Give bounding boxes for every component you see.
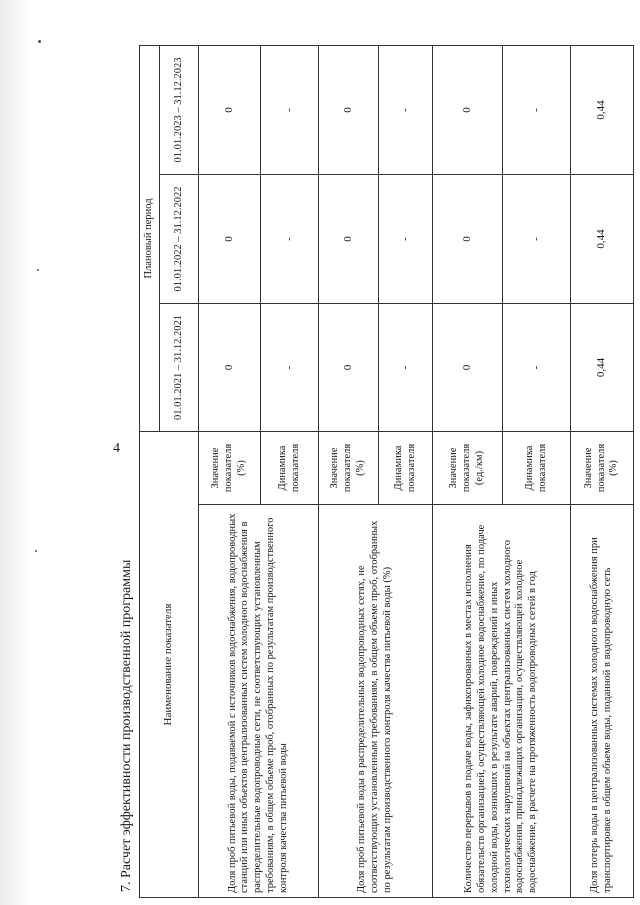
indicator-name: Доля проб питьевой воды в распределительных водопроводных сетях, не соответствующих установленным требованиям, в общем объеме проб, отобранных по результатам производственного контроля качества питьевой воды (%)	[319, 505, 433, 898]
dynamics-cell: -	[261, 174, 319, 303]
value-cell: 0	[433, 45, 503, 174]
value-cell: 0	[199, 174, 261, 303]
period-2021-header: 01.01.2021 – 31.12.2021	[160, 303, 199, 431]
value-cell: 0,44	[571, 45, 634, 174]
dynamics-label: Динамика показателя	[261, 431, 319, 504]
page-number: 4	[113, 441, 120, 456]
period-2023-header: 01.01.2023 – 31.12.2023	[160, 45, 199, 174]
value-cell: 0	[199, 303, 261, 431]
efficiency-table	[139, 45, 634, 898]
table-row	[319, 45, 379, 897]
value-cell: 0	[319, 174, 379, 303]
value-label: Значение показателя (%)	[319, 431, 379, 504]
value-cell: 0,44	[571, 174, 634, 303]
value-cell: 0	[319, 45, 379, 174]
dynamics-cell: -	[503, 303, 571, 431]
table-header-row	[140, 45, 160, 897]
section-title: 7. Расчет эффективности производственной программы	[119, 559, 134, 892]
dynamics-cell: -	[503, 45, 571, 174]
value-cell: 0	[319, 303, 379, 431]
indicator-name: Доля проб питьевой воды, подаваемой с источников водоснабжения, водопроводных станций или иных объектов централизованных систем холодного водоснабжения в распределительные водопроводные сети, не соответствующих установленным требованиям, в общем объеме проб, отобранных по результатам производственного контроля качества питьевой воды	[199, 505, 319, 898]
scan-speck	[37, 269, 39, 271]
value-label: Значение показателя (%)	[199, 431, 261, 504]
table-row	[433, 45, 503, 897]
scan-edge-shadow	[0, 0, 30, 905]
period-2022-header: 01.01.2022 – 31.12.2022	[160, 174, 199, 303]
planned-period-header: Плановый период	[140, 45, 160, 431]
dynamics-cell: -	[379, 174, 433, 303]
value-cell: 0,44	[571, 303, 634, 431]
dynamics-label: Динамика показателя	[503, 431, 571, 504]
scan-speck	[35, 550, 37, 552]
dynamics-cell: -	[503, 174, 571, 303]
dynamics-cell: -	[261, 303, 319, 431]
value-cell: 0	[199, 45, 261, 174]
value-cell: 0	[433, 174, 503, 303]
value-label: Значение показателя (%)	[571, 431, 634, 504]
dynamics-cell: -	[379, 45, 433, 174]
rotated-content	[118, 46, 628, 898]
value-cell: 0	[433, 303, 503, 431]
dynamics-label: Динамика показателя	[379, 431, 433, 504]
table-row	[199, 45, 261, 897]
indicator-name: Количество перерывов в подаче воды, зафиксированных в местах исполнения обязательств организацией, осуществляющей холодное водоснабжение, по подаче холодной воды, возникших в результате аварий, повреждений и иных технологических нарушений на объектах централизованных систем холодного водоснабжения, принадлежащих организации, осуществляющей холодное водоснабжение, в расчете на протяженность водопроводных сетей в год	[433, 505, 571, 898]
dynamics-cell: -	[379, 303, 433, 431]
scan-speck	[38, 40, 41, 43]
indicator-name-header: Наименование показателя	[140, 431, 199, 897]
dynamics-cell: -	[261, 45, 319, 174]
table-row	[571, 45, 634, 897]
value-label: Значение показателя (ед./км)	[433, 431, 503, 504]
indicator-name: Доля потерь воды в централизованных системах холодного водоснабжения при транспортировке в общем объеме воды, поданной в водопроводную сеть	[571, 505, 634, 898]
